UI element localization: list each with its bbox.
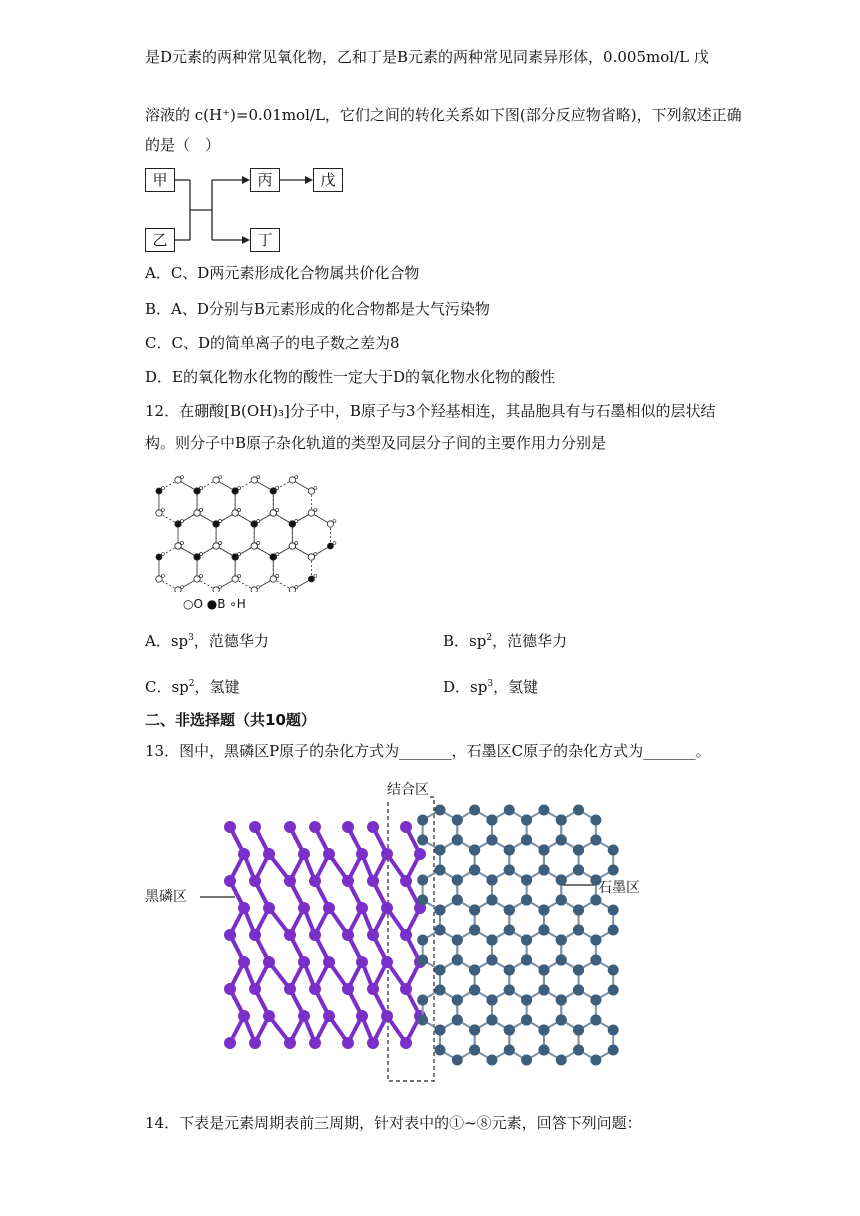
phosphorus-atom — [249, 821, 261, 833]
boron-atom — [289, 521, 295, 527]
carbon-atom — [590, 1055, 601, 1066]
carbon-atom — [556, 835, 567, 846]
carbon-atom — [504, 985, 515, 996]
phosphorus-atom — [367, 875, 379, 887]
hydrogen-atom — [161, 575, 164, 578]
phosphorus-atom — [249, 929, 261, 941]
carbon-atom — [452, 815, 463, 826]
oxygen-atom — [251, 543, 257, 549]
carbon-atom — [504, 805, 515, 816]
phosphorus-graphite-diagram — [140, 775, 660, 1087]
carbon-atom — [417, 935, 428, 946]
carbon-atom — [452, 955, 463, 966]
q12-option-a — [145, 631, 269, 651]
phosphorus-atom — [400, 821, 412, 833]
carbon-atom — [573, 905, 584, 916]
phosphorus-atom — [263, 848, 275, 860]
carbon-atom — [590, 995, 601, 1006]
oxygen-atom — [232, 510, 238, 516]
boron-atom — [270, 488, 276, 494]
q12-option-b-text: ，范德华力 — [492, 632, 568, 650]
hydrogen-atom — [333, 542, 336, 545]
carbon-atom — [504, 845, 515, 856]
carbon-atom — [573, 965, 584, 976]
carbon-atom — [504, 865, 515, 876]
boron-atom — [156, 488, 162, 494]
phosphorus-atom — [309, 1037, 321, 1049]
carbon-atom — [435, 985, 446, 996]
carbon-atom — [435, 925, 446, 936]
carbon-atom — [538, 865, 549, 876]
phosphorus-atom — [367, 929, 379, 941]
carbon-atom — [435, 865, 446, 876]
phosphorus-atom — [381, 848, 393, 860]
boron-atom — [251, 521, 257, 527]
carbon-atom — [521, 1015, 532, 1026]
oxygen-atom — [232, 576, 238, 582]
phosphorus-atom — [238, 902, 250, 914]
flow-box-jia: 甲 — [145, 168, 175, 192]
carbon-atom — [608, 1025, 619, 1036]
hydrogen-atom — [257, 520, 260, 523]
q14-line1: 14．下表是元素周期表前三周期，针对表中的①~⑧元素，回答下列问题： — [145, 1114, 642, 1132]
phosphorus-atom — [249, 1037, 261, 1049]
carbon-atom — [590, 955, 601, 966]
oxygen-atom — [175, 477, 181, 483]
q11-option-b: B．A、D分别与B元素形成的化合物都是大气污染物 — [145, 300, 490, 318]
hydrogen-atom — [161, 553, 164, 556]
hydrogen-atom — [314, 509, 317, 512]
carbon-atom — [417, 895, 428, 906]
phosphorus-atom — [323, 1010, 335, 1022]
carbon-atom — [573, 1045, 584, 1056]
oxygen-atom — [289, 587, 295, 592]
phosphorus-atom — [284, 1037, 296, 1049]
carbon-atom — [452, 935, 463, 946]
hydrogen-atom — [276, 487, 279, 490]
carbon-atom — [556, 895, 567, 906]
boron-atom — [308, 576, 314, 582]
carbon-atom — [608, 865, 619, 876]
black-phosphorus-lattice — [224, 821, 426, 1049]
phosphorus-atom — [381, 902, 393, 914]
carbon-atom — [452, 1015, 463, 1026]
phosphorus-atom — [381, 956, 393, 968]
phosphorus-atom — [284, 875, 296, 887]
hydrogen-atom — [295, 476, 298, 479]
boron-atom — [213, 521, 219, 527]
oxygen-atom — [156, 576, 162, 582]
carbon-atom — [590, 1015, 601, 1026]
q11-line2: 溶液的 c(H⁺)=0.01mol/L，它们之间的转化关系如下图(部分反应物省略)，下列叙述正确 — [145, 106, 742, 124]
carbon-atom — [538, 905, 549, 916]
carbon-atom — [538, 1045, 549, 1056]
flow-box-yi: 乙 — [145, 228, 175, 252]
hydrogen-atom — [314, 487, 317, 490]
phosphorus-atom — [356, 1010, 368, 1022]
q12-line2: 构。则分子中B原子杂化轨道的类型及同层分子间的主要作用力分别是 — [145, 434, 607, 452]
hydrogen-atom — [257, 542, 260, 545]
phosphorus-atom — [224, 929, 236, 941]
section-heading: 二、非选择题（共10题） — [145, 711, 316, 729]
carbon-atom — [538, 965, 549, 976]
oxygen-atom — [289, 477, 295, 483]
flow-box-bing: 丙 — [250, 168, 280, 192]
carbon-atom — [504, 1025, 515, 1036]
oxygen-atom — [308, 510, 314, 516]
oxygen-atom — [213, 587, 219, 592]
hydrogen-atom — [257, 476, 260, 479]
carbon-atom — [469, 965, 480, 976]
carbon-atom — [538, 1025, 549, 1036]
q12-option-d-sup: 3 — [487, 679, 494, 689]
oxygen-atom — [156, 510, 162, 516]
carbon-atom — [521, 995, 532, 1006]
oxygen-atom — [175, 587, 181, 592]
phosphorus-atom — [342, 929, 354, 941]
oxygen-atom — [270, 510, 276, 516]
q12-option-a-sup: 3 — [188, 633, 194, 643]
hydrogen-atom — [314, 575, 317, 578]
oxygen-atom — [308, 554, 314, 560]
carbon-atom — [608, 985, 619, 996]
carbon-atom — [469, 1025, 480, 1036]
hydrogen-atom — [314, 553, 317, 556]
phosphorus-atom — [224, 821, 236, 833]
carbon-atom — [417, 955, 428, 966]
carbon-atom — [434, 1025, 445, 1036]
carbon-atom — [556, 995, 567, 1006]
phosphorus-atom — [298, 1010, 310, 1022]
boron-atom — [232, 554, 238, 560]
phosphorus-atom — [342, 983, 354, 995]
carbon-atom — [434, 845, 445, 856]
oxygen-atom — [213, 477, 219, 483]
carbon-atom — [486, 835, 497, 846]
phosphorus-atom — [356, 848, 368, 860]
carbon-atom — [469, 1045, 480, 1056]
carbon-atom — [573, 845, 584, 856]
hydrogen-atom — [276, 509, 279, 512]
phosphorus-atom — [342, 821, 354, 833]
hydrogen-atom — [200, 509, 203, 512]
carbon-atom — [452, 895, 463, 906]
oxygen-atom — [251, 477, 257, 483]
carbon-atom — [469, 865, 480, 876]
carbon-atom — [538, 845, 549, 856]
carbon-atom — [521, 1055, 532, 1066]
hydrogen-atom — [333, 520, 336, 523]
oxygen-atom — [327, 521, 333, 527]
carbon-atom — [521, 815, 532, 826]
q11-line1: 是D元素的两种常见氧化物，乙和丁是B元素的两种常见同素异形体，0.005mol/L 戊 — [145, 48, 709, 66]
q12-option-c-sup: 2 — [188, 679, 195, 689]
carbon-atom — [573, 985, 584, 996]
carbon-atom — [486, 955, 497, 966]
phosphorus-atom — [284, 929, 296, 941]
q12-option-b-prefix: B．sp — [443, 632, 487, 650]
boron-atom — [232, 488, 238, 494]
carbon-atom — [573, 925, 584, 936]
oxygen-atom — [289, 543, 295, 549]
q12-option-c — [145, 677, 240, 697]
phosphorus-atom — [400, 983, 412, 995]
carbon-atom — [590, 815, 601, 826]
hydrogen-atom — [276, 575, 279, 578]
boron-atom — [270, 554, 276, 560]
phosphorus-atom — [367, 983, 379, 995]
hydrogen-atom — [219, 520, 222, 523]
q11-option-d: D．E的氧化物水化物的酸性一定大于D的氧化物水化物的酸性 — [145, 368, 556, 386]
q12-option-c-prefix: C．sp — [145, 678, 189, 696]
carbon-atom — [417, 875, 428, 886]
hydrogen-atom — [295, 520, 298, 523]
carbon-atom — [504, 905, 515, 916]
phosphorus-atom — [224, 1037, 236, 1049]
hydrogen-atom — [238, 487, 241, 490]
carbon-atom — [590, 835, 601, 846]
carbon-atom — [417, 995, 428, 1006]
hydrogen-atom — [257, 586, 260, 589]
boron-atom — [327, 543, 333, 549]
q12-option-b — [443, 631, 567, 651]
phosphorus-atom — [238, 1010, 250, 1022]
oxygen-atom — [308, 488, 314, 494]
carbon-atom — [452, 835, 463, 846]
oxygen-atom — [251, 587, 257, 592]
q12-option-b-sup: 2 — [486, 633, 493, 643]
phosphorus-atom — [263, 1010, 275, 1022]
q12-line1: 12．在硼酸[B(OH)₃]分子中，B原子与3个羟基相连，其晶胞具有与石墨相似的层状结 — [145, 402, 716, 420]
hydrogen-atom — [200, 553, 203, 556]
phosphorus-atom — [356, 902, 368, 914]
hydrogen-atom — [238, 553, 241, 556]
phosphorus-atom — [400, 875, 412, 887]
oxygen-atom — [194, 576, 200, 582]
carbon-atom — [486, 1055, 497, 1066]
oxygen-atom — [194, 510, 200, 516]
flow-box-ding: 丁 — [250, 228, 280, 252]
carbon-atom — [504, 1045, 515, 1056]
phosphorus-atom — [309, 821, 321, 833]
hydrogen-atom — [181, 586, 184, 589]
boron-atom — [194, 488, 200, 494]
hydrogen-atom — [238, 509, 241, 512]
oxygen-atom — [175, 543, 181, 549]
carbon-atom — [486, 815, 497, 826]
carbon-atom — [417, 815, 428, 826]
carbon-atom — [452, 1055, 463, 1066]
boric-acid-structure-diagram — [148, 472, 338, 592]
phosphorus-atom — [224, 875, 236, 887]
carbon-atom — [556, 815, 567, 826]
graphite-label: 石墨区 — [598, 880, 640, 896]
carbon-atom — [486, 895, 497, 906]
q11-line3: 的是（ ） — [145, 136, 221, 154]
phosphorus-atom — [284, 821, 296, 833]
phosphorus-atom — [414, 848, 426, 860]
oxygen-atom — [270, 576, 276, 582]
carbon-atom — [469, 845, 480, 856]
q13-line1: 13．图中，黑磷区P原子的杂化方式为_______，石墨区C原子的杂化方式为_______。 — [145, 742, 711, 760]
join-zone-label: 结合区 — [387, 779, 429, 799]
hydrogen-atom — [181, 476, 184, 479]
phosphorus-atom — [356, 956, 368, 968]
carbon-atom — [504, 925, 515, 936]
carbon-atom — [556, 875, 567, 886]
phosphorus-atom — [238, 956, 250, 968]
phosphorus-atom — [249, 875, 261, 887]
phosphorus-atom — [263, 956, 275, 968]
phosphorus-atom — [263, 902, 275, 914]
hydrogen-atom — [200, 487, 203, 490]
hydrogen-atom — [180, 520, 183, 523]
carbon-atom — [469, 985, 480, 996]
q12-option-a-text: ，范德华力 — [193, 632, 269, 650]
boron-atom — [156, 554, 162, 560]
hydrogen-atom — [219, 542, 222, 545]
phosphorus-atom — [298, 956, 310, 968]
hydrogen-atom — [200, 575, 203, 578]
carbon-atom — [608, 1045, 619, 1056]
phosphorus-atom — [367, 1037, 379, 1049]
phosphorus-atom — [284, 983, 296, 995]
carbon-atom — [435, 805, 446, 816]
q12-option-a-prefix: A．sp — [145, 632, 189, 650]
hydrogen-atom — [295, 586, 298, 589]
hydrogen-atom — [276, 553, 279, 556]
phosphorus-atom — [298, 902, 310, 914]
hydrogen-atom — [238, 575, 241, 578]
hydrogen-atom — [181, 542, 184, 545]
carbon-atom — [452, 995, 463, 1006]
carbon-atom — [469, 905, 480, 916]
phosphorus-atom — [323, 956, 335, 968]
carbon-atom — [417, 1015, 428, 1026]
carbon-atom — [486, 935, 497, 946]
phosphorus-atom — [342, 1037, 354, 1049]
phosphorus-atom — [400, 929, 412, 941]
phosphorus-atom — [400, 1037, 412, 1049]
q11-option-a: A．C、D两元素形成化合物属共价化合物 — [145, 264, 420, 282]
carbon-atom — [452, 875, 463, 886]
q12-option-c-text: ，氢键 — [194, 678, 240, 696]
q12-option-d-text: ，氢键 — [493, 678, 539, 696]
black-phosphorus-label: 黑磷区 — [145, 889, 187, 905]
carbon-atom — [573, 1025, 584, 1036]
carbon-atom — [608, 925, 619, 936]
carbon-atom — [486, 875, 497, 886]
carbon-atom — [608, 965, 619, 976]
boric-acid-legend: ○O ●B ∘H — [183, 597, 246, 611]
carbon-atom — [469, 805, 480, 816]
carbon-atom — [556, 955, 567, 966]
phosphorus-atom — [298, 848, 310, 860]
carbon-atom — [486, 1015, 497, 1026]
carbon-atom — [590, 935, 601, 946]
hydrogen-atom — [219, 476, 222, 479]
carbon-atom — [573, 865, 584, 876]
boron-atom — [175, 521, 181, 527]
phosphorus-atom — [342, 875, 354, 887]
carbon-atom — [556, 1015, 567, 1026]
flow-box-wu: 戊 — [313, 168, 343, 192]
hydrogen-atom — [219, 586, 222, 589]
phosphorus-atom — [381, 1010, 393, 1022]
hydrogen-atom — [161, 509, 164, 512]
hydrogen-atom — [161, 487, 164, 490]
hydrogen-atom — [295, 542, 298, 545]
phosphorus-atom — [309, 929, 321, 941]
carbon-atom — [608, 845, 619, 856]
phosphorus-atom — [309, 875, 321, 887]
carbon-atom — [434, 905, 445, 916]
phosphorus-atom — [367, 821, 379, 833]
phosphorus-atom — [249, 983, 261, 995]
carbon-atom — [556, 935, 567, 946]
carbon-atom — [434, 965, 445, 976]
carbon-atom — [434, 1045, 445, 1056]
carbon-atom — [608, 905, 619, 916]
carbon-atom — [538, 805, 549, 816]
carbon-atom — [521, 835, 532, 846]
carbon-atom — [417, 835, 428, 846]
phosphorus-atom — [309, 983, 321, 995]
carbon-atom — [521, 895, 532, 906]
oxygen-atom — [213, 543, 219, 549]
graphite-lattice — [417, 805, 619, 1066]
q11-option-c: C．C、D的简单离子的电子数之差为8 — [145, 334, 400, 352]
carbon-atom — [521, 935, 532, 946]
carbon-atom — [538, 985, 549, 996]
phosphorus-atom — [238, 848, 250, 860]
carbon-atom — [538, 925, 549, 936]
carbon-atom — [504, 965, 515, 976]
carbon-atom — [556, 1055, 567, 1066]
carbon-atom — [521, 955, 532, 966]
q12-option-d-prefix: D．sp — [443, 678, 488, 696]
carbon-atom — [486, 995, 497, 1006]
carbon-atom — [469, 925, 480, 936]
phosphorus-atom — [224, 983, 236, 995]
phosphorus-atom — [323, 848, 335, 860]
phosphorus-atom — [323, 902, 335, 914]
q12-option-d — [443, 677, 538, 697]
carbon-atom — [573, 805, 584, 816]
carbon-atom — [521, 875, 532, 886]
boron-atom — [194, 554, 200, 560]
